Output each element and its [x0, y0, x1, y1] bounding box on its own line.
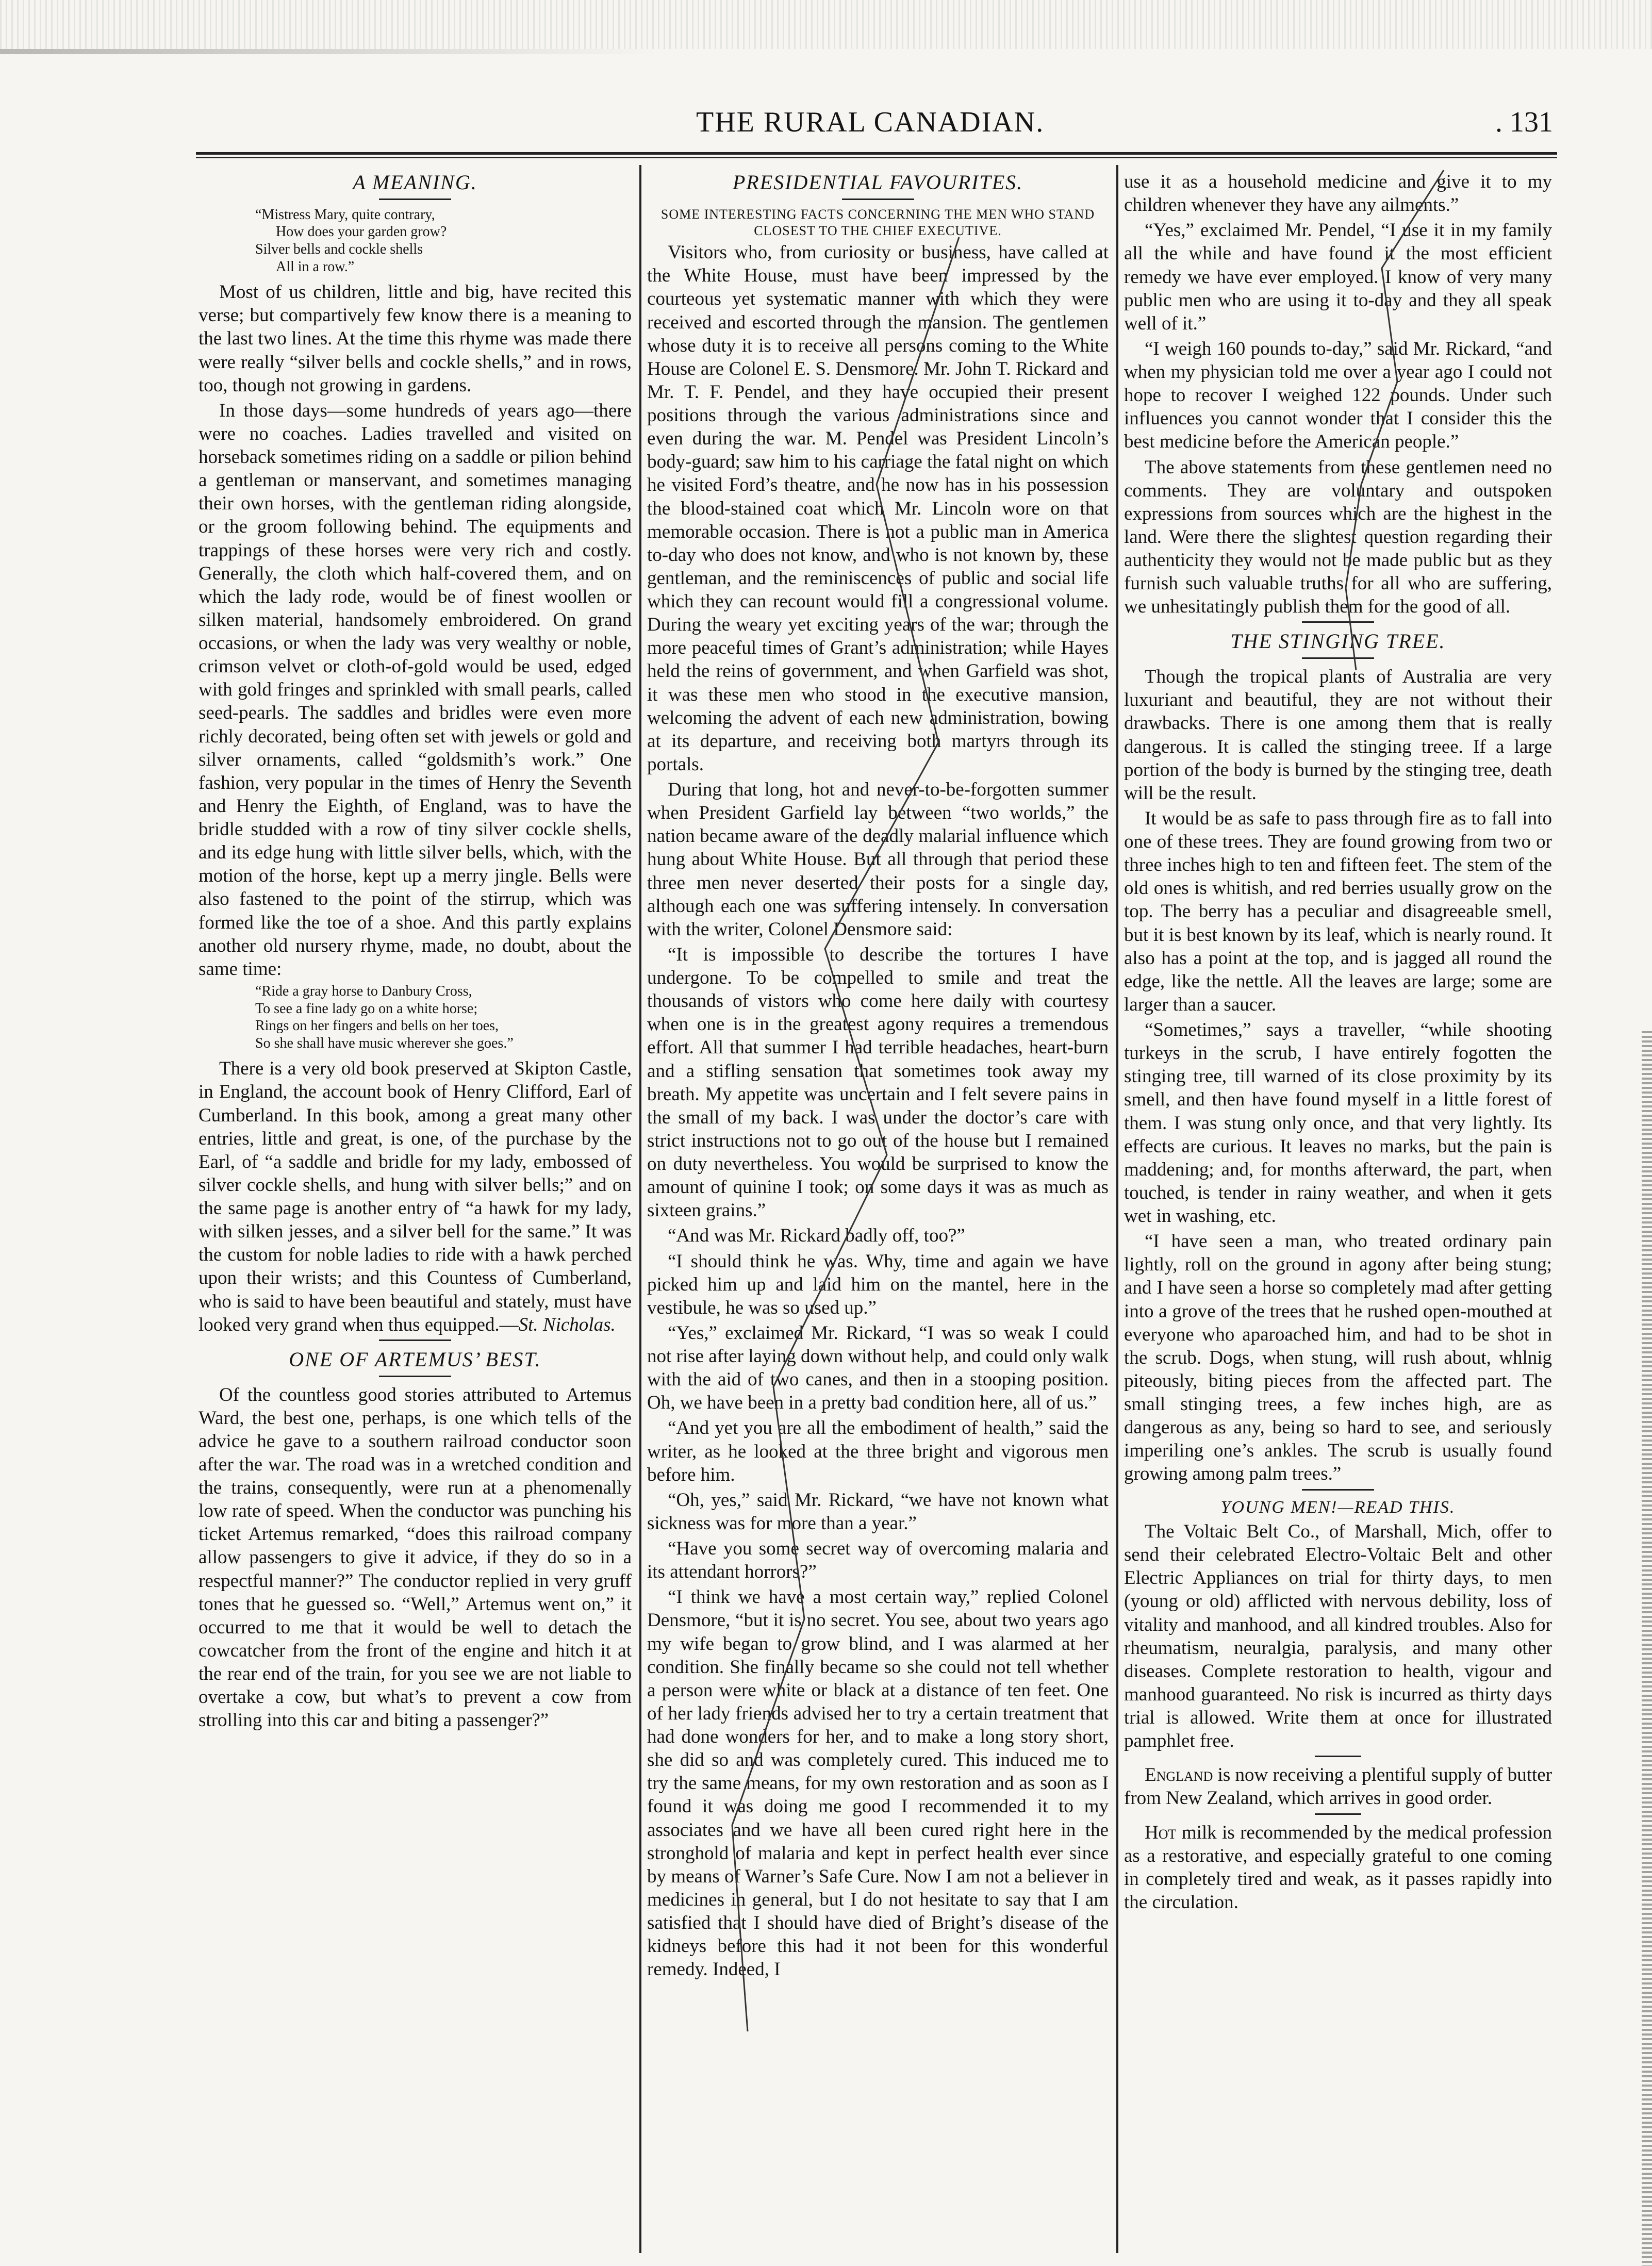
article-title-artemus: ONE OF ARTEMUS’ BEST.	[289, 1347, 541, 1371]
column-2	[647, 170, 1109, 2253]
lead-word: Hot	[1145, 1822, 1177, 1843]
source-credit: St. Nicholas.	[518, 1314, 616, 1335]
scan-edge-noise	[1642, 1031, 1652, 2266]
paragraph: The Voltaic Belt Co., of Marshall, Mich, offer to send their celebrated Electro-Voltaic Belt and other Electric Appliances on trial for thirty days, to men (young or old) afflicted with nervous debility, loss of vitality and manhood, and all kindred troubles. Also for rheumatism, neuralgia, paralysis, and many other diseases. Complete restoration to health, vigour and manhood guaranteed. No risk is incurred as thirty days trial is allowed. Write them at once for illustrated pamphlet free.	[1124, 1521, 1552, 1752]
verse-line: All in a row.”	[276, 258, 355, 275]
scan-noise-band	[0, 0, 1652, 49]
verse-line: Rings on her fingers and bells on her toes,	[255, 1018, 499, 1034]
column-1	[199, 170, 632, 2253]
paragraph: The above statements from these gentlemen need no comments. They are voluntary and outspoken expressions from sources which are the highest in the land. Were there the slightest question regarding their authenticity they would not be made public but as they furnish such valuable truths for all who are suffering, we unhesitatingly publish them for the good of all.	[1124, 456, 1552, 618]
paragraph: “I think we have a most certain way,” replied Colonel Densmore, “but it is no secret. You see, about two years ago my wife began to grow blind, and I was alarmed at her condition. She finally became so she could not tell whether a person were white or black at a distance of ten feet. One of her lady friends advised her to try a certain treatment that had done wonders for her, and to make a long story short, she did so and was completely cured. This induced me to try the same means, for my own restoration and as soon as I found it was doing me good I recommended it to my associates and we have all been cured right here in the stronghold of malaria and kept in perfect health ever since by means of Warner’s Safe Cure. Now I am not a believer in medicines in general, but I do not hesitate to say that I am satisfied that I should have died of Bright’s disease of the kidneys before this had it not been for this wonderful remedy. Indeed, I	[647, 1586, 1109, 1980]
paragraph	[1124, 1763, 1552, 1810]
paragraph: “Sometimes,” says a traveller, “while shooting turkeys in the scrub, I have entirely fogotten the stinging tree, till warned of its close proximity by its smell, and then have found myself in a little forest of them. I was stung only once, and that very lightly. Its effects are curious. It leaves no marks, but the pain is maddening; and, for months afterward, the part, when touched, is tender in rainy weather, and when it gets wet in washing, etc.	[1124, 1019, 1552, 1227]
paragraph: “I weigh 160 pounds to-day,” said Mr. Rickard, “and when my physician told me over a year ago I could not hope to recover I weighed 122 pounds. Under such influences you cannot wonder that I consider this the best medicine before the American people.”	[1124, 338, 1552, 453]
section-rule	[1302, 621, 1374, 623]
paragraph-text: There is a very old book preserved at Skipton Castle, in England, the account book of Henry Clifford, Earl of Cumberland. In this book, among a great many other entries, little and great, is one, of the purchase by the Earl, of “a saddle and bridle for my lady, embossed of silver cockle shells, and hung with silver bells;” and on the same page is another entry of “a hawk for my lady, with silken jesses, and a silver bell for the same.” It was the custom for noble ladies to ride with a hawk perched upon their wrists; and this Countess of Cumberland, who is said to have been beautiful and stately, must have looked very grand when thus equipped.—	[199, 1058, 632, 1335]
verse-mistress-mary	[255, 206, 632, 275]
article-title-meaning: A MEANING.	[353, 171, 477, 194]
title-rule	[842, 199, 914, 200]
article-title-young-men: YOUNG MEN!—READ THIS.	[1220, 1497, 1456, 1517]
title-rule	[379, 199, 451, 200]
verse-danbury-cross	[255, 983, 632, 1052]
title-rule	[1302, 657, 1374, 659]
verse-line: How does your garden grow?	[276, 224, 447, 240]
paragraph: “Oh, yes,” said Mr. Rickard, “we have not known what sickness was for more than a year.”	[647, 1489, 1109, 1534]
section-rule	[379, 1339, 451, 1341]
paragraph-text: milk is recommended by the medical profession as a restorative, and especially grateful to one coming in completely tired and weak, as it passes rapidly into the circulation.	[1124, 1822, 1552, 1913]
verse-line: “Ride a gray horse to Danbury Cross,	[255, 983, 472, 999]
paragraph: “And yet you are all the embodiment of health,” said the writer, as he looked at the three bright and vigorous men before him.	[647, 1417, 1109, 1485]
header-rule-thick	[196, 152, 1557, 155]
paragraph	[1124, 1821, 1552, 1914]
verse-line: “Mistress Mary, quite contrary,	[255, 206, 435, 223]
scan-scratch	[0, 49, 1652, 54]
column-divider-2	[1116, 165, 1118, 2253]
paragraph: In those days—some hundreds of years ago—there were no coaches. Ladies travelled and visited on horseback sometimes riding on a saddle or pilion behind a gentleman or manservant, and sometimes managing their own horses, with the gentleman riding alongside, or the groom following behind. The equipments and trappings of these horses were very rich and costly. Generally, the cloth which half-covered them, and on which the lady rode, would be of finest woollen or silken material, handsomely embroidered. On grand occasions, or when the lady was very wealthy or noble, crimson velvet or cloth-of-gold would be used, edged with gold fringes and sprinkled with small pearls, called seed-pearls. The saddles and bridles were even more richly decorated, being often set with jewels or gold and silver ornaments, called “goldsmith’s work.” One fashion, very popular in the times of Henry the Seventh and Henry the Eighth, of England, was to have the bridle studded with a row of tiny silver cockle shells, and its edge hung with little silver bells, which, with the motion of the horse, kept up a merry jingle. Bells were also fastened to the point of the stirrup, which was formed like the toe of a shoe. And this partly explains another old nursery rhyme, made, no doubt, about the same time:	[199, 400, 632, 980]
article-subtitle: SOME INTERESTING FACTS CONCERNING THE MEN WHO STAND CLOSEST TO THE CHIEF EXECUTIVE.	[660, 206, 1095, 238]
paragraph: Though the tropical plants of Australia are very luxuriant and beautiful, they are not without their drawbacks. There is one among them that is really dangerous. It is called the stinging treee. If a large portion of the body is burned by the stinging tree, death will be the result.	[1124, 666, 1552, 804]
masthead	[0, 106, 1652, 142]
paragraph: “It is impossible to describe the tortures I have undergone. To be compelled to smile and treat the thousands of vistors who come here daily with courtesy when one is in the greatest agony requires a tremendous effort. All that summer I had terrible headaches, heart-burn and a stifling sensation that sometimes took away my breath. My appetite was uncertain and I felt severe pains in the small of my back. I was under the doctor’s care with strict instructions not to go out of the house but I remained on duty nevertheless. You would be surprised to know the amount of quinine I took; on some days it was as much as sixteen grains.”	[647, 944, 1109, 1221]
verse-line: To see a fine lady go on a white horse;	[255, 1000, 478, 1017]
article-title-presidential: PRESIDENTIAL FAVOURITES.	[732, 171, 1023, 194]
paragraph: “Have you some secret way of overcoming malaria and its attendant horrors?”	[647, 1538, 1109, 1583]
header-rule-thin	[196, 157, 1557, 158]
paragraph: “I should think he was. Why, time and again we have picked him up and laid him on the mantel, here in the vestibule, he was so used up.”	[647, 1250, 1109, 1318]
lead-word: England	[1145, 1764, 1213, 1786]
paragraph	[199, 1057, 632, 1336]
paragraph: During that long, hot and never-to-be-forgotten summer when President Garfield lay between “two worlds,” the nation became aware of the deadly malarial influence which hung about White House. But all through that period these three men never deserted their posts for a single day, although each one was suffering intensely. In conversation with the writer, Colonel Densmore said:	[647, 779, 1109, 940]
page-number: . 131	[1495, 106, 1553, 138]
paragraph: Of the countless good stories attributed to Artemus Ward, the best one, perhaps, is one which tells of the advice he gave to a southern railroad conductor soon after the war. The road was in a wretched condition and the trains, consequently, were run at a phenomenally low rate of speed. When the conductor was punching his ticket Artemus remarked, “does this railroad company allow passengers to give it advice, if they do so in a respectful manner?” The conductor replied in very gruff tones that he guessed so. “Well,” Artemus went on,” it occurred to me that it would be well to detach the cowcatcher from the front of the engine and hitch it at the rear end of the train, for you see we are not liable to overtake a cow, but what’s to prevent a cow from strolling into this car and biting a passenger?”	[199, 1384, 632, 1731]
newspaper-title: THE RURAL CANADIAN.	[696, 106, 1045, 138]
article-title-stinging-tree: THE STINGING TREE.	[1230, 630, 1446, 653]
paragraph-text: is now receiving a plentiful supply of butter from New Zealand, which arrives in good order.	[1124, 1764, 1552, 1809]
paragraph: “Yes,” exclaimed Mr. Rickard, “I was so weak I could not rise after laying down without help, and could only walk with the aid of two canes, and then in a stooping position. Oh, we have been in a pretty bad condition here, all of us.”	[647, 1322, 1109, 1414]
paragraph: “And was Mr. Rickard badly off, too?”	[668, 1225, 965, 1247]
column-3	[1124, 170, 1552, 2253]
paragraph-continued: use it as a household medicine and give it to my children whenever they have any ailments.”	[1124, 171, 1552, 216]
section-rule	[1302, 1489, 1374, 1491]
section-rule	[1315, 1813, 1361, 1815]
section-rule	[1315, 1756, 1361, 1757]
paragraph: “I have seen a man, who treated ordinary pain lightly, roll on the ground in agony after being stung; and I have seen a horse so completely mad after getting into a grove of the trees that he rushed open-mouthed at everyone who aparoached him, and had to be shot in the scrub. Dogs, when stung, will rush about, whlnig piteously, biting pieces from the affected part. The small stinging trees, a few inches high, are as dangerous as any, being so hard to see, and seriously imperiling one’s ankles. The scrub is usually found growing among palm trees.”	[1124, 1231, 1552, 1485]
paragraph: It would be as safe to pass through fire as to fall into one of these trees. They are found growing from two or three inches high to ten and fifteen feet. The stem of the old ones is whitish, and red berries usually grow on the top. The berry has a peculiar and disagreeable smell, but it is best known by its leaf, which is nearly round. It also has a point at the top, and is jagged all round the edge, like the nettle. All the leaves are large; some are larger than a saucer.	[1124, 807, 1552, 1015]
paragraph: Visitors who, from curiosity or business, have called at the White House, must have been impressed by the courteous yet systematic manner with which they were received and escorted through the mansion. The gentlemen whose duty it is to receive all persons coming to the White House are Colonel E. S. Densmore. Mr. John T. Rickard and Mr. T. F. Pendel, and they have occupied their present positions through the various administrations since and even during the war. M. Pendel was President Lincoln’s body-guard; saw him to his carriage the fatal night on which he visited Ford’s theatre, and he now has in his possession the blood-stained coat which Mr. Lincoln wore on that memorable occasion. There is not a public man in America to-day who does not know, and who is not known by, these gentleman, and the reminiscences of public and social life which they can recount would fill a congressional volume. During the weary yet exciting years of the war; through the more peaceful times of Grant’s administration; while Hayes held the reins of government, and when Garfield was shot, it was these men who stood in the executive mansion, welcoming the advent of each new administration, bowing at its departure, and receiving both martyrs through its portals.	[647, 242, 1109, 775]
verse-line: Silver bells and cockle shells	[255, 241, 423, 257]
paragraph: “Yes,” exclaimed Mr. Pendel, “I use it in my family all the while and have found it the most efficient remedy we have ever employed. I know of very many public men who are using it to-day and they all speak well of it.”	[1124, 220, 1552, 334]
verse-line: So she shall have music wherever she goes.”	[255, 1035, 514, 1051]
title-rule	[379, 1376, 451, 1377]
column-divider-1	[639, 165, 641, 2253]
paragraph: Most of us children, little and big, have recited this verse; but compartively few know there is a meaning to the last two lines. At the time this rhyme was made there were really “silver bells and cockle shells,” and in rows, too, though not growing in gardens.	[199, 282, 632, 396]
